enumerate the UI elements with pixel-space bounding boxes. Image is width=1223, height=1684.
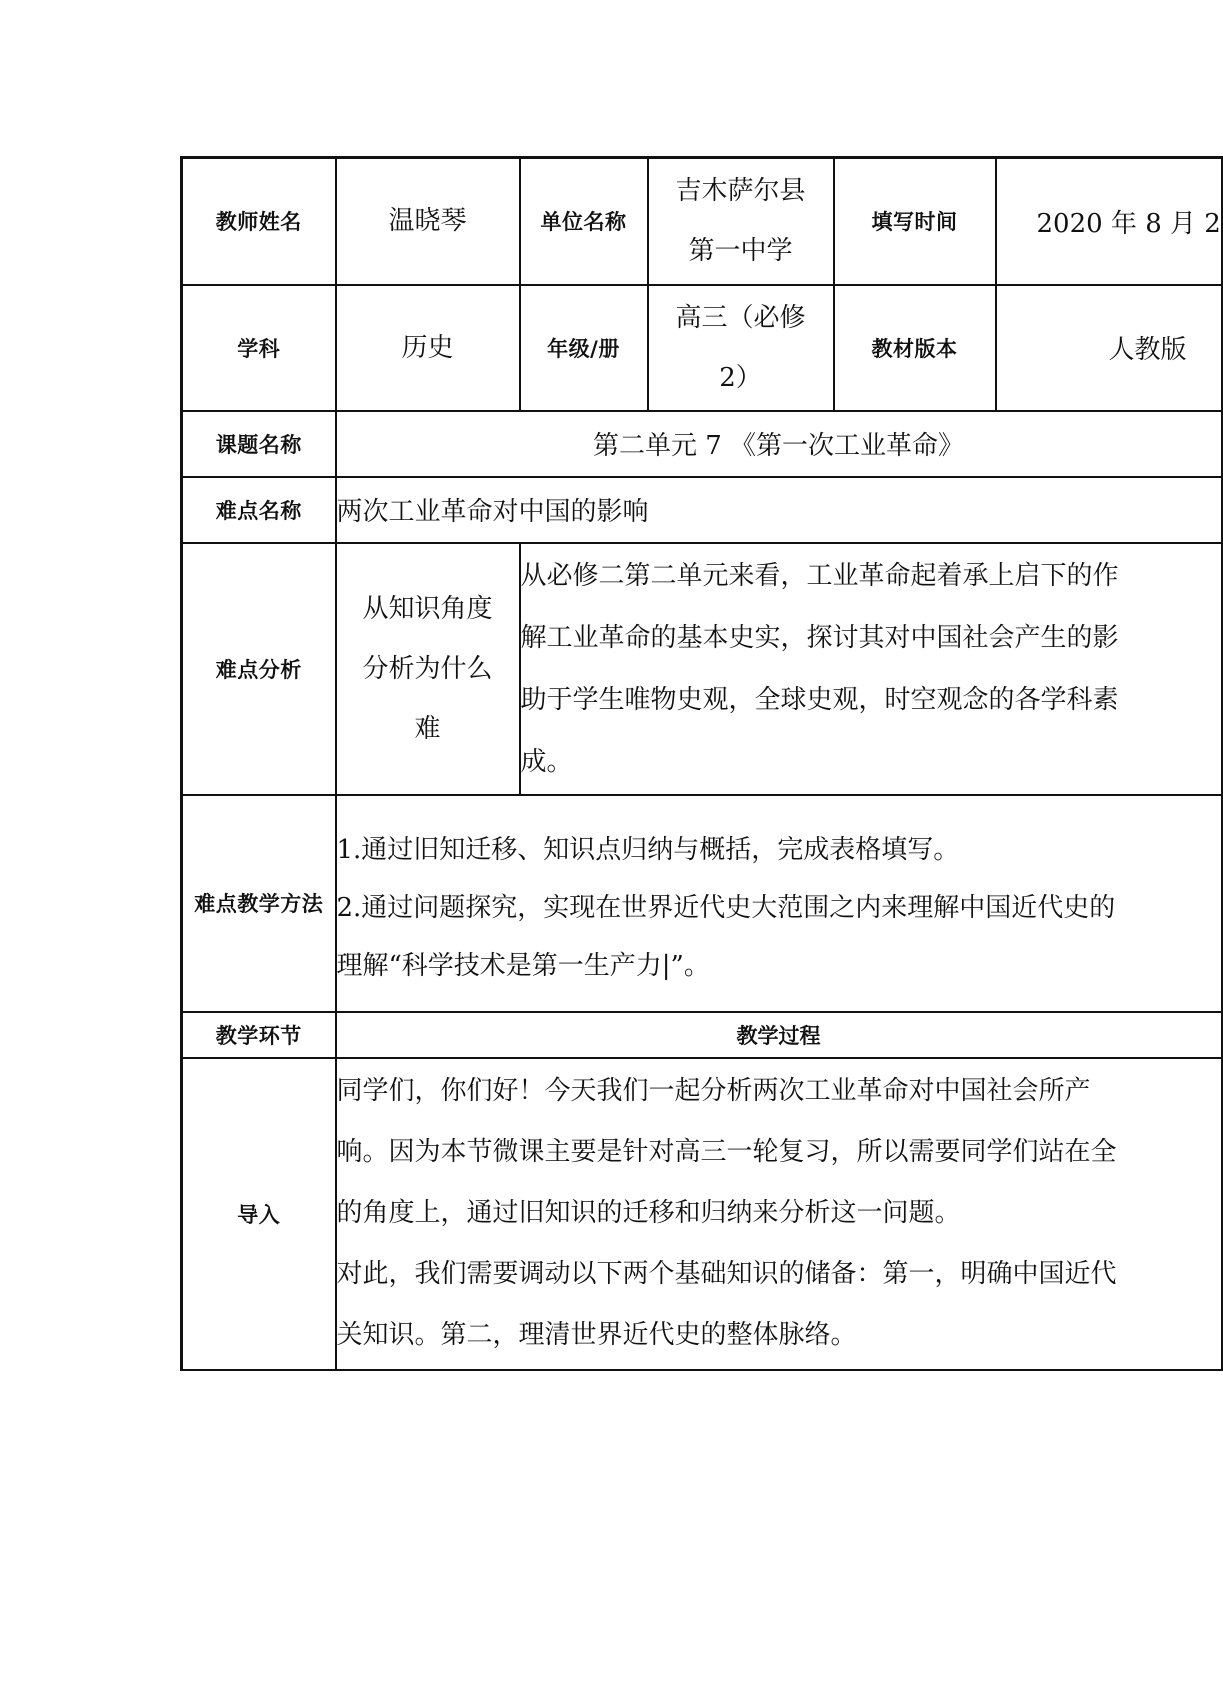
analysis-content-line: 助于学生唯物史观，全球史观，时空观念的各学科素 (520, 684, 1119, 715)
subject-label: 学科 (182, 285, 336, 411)
grade-value-line2: 2） (719, 362, 762, 393)
unit-name-label: 单位名称 (520, 158, 648, 285)
method-content-line: 1.通过旧知迁移、知识点归纳与概括，完成表格填写。 (336, 835, 960, 865)
unit-name-line2: 第一中学 (688, 236, 793, 267)
method-label: 难点教学方法 (182, 795, 336, 1012)
intro-row (182, 1058, 1222, 1370)
method-content-line: 2.通过问题探究，实现在世界近代史大范围之内来理解中国近代史的 (336, 893, 1116, 923)
process-header-row (182, 1012, 1222, 1058)
analysis-sub-label-line: 分析为什么 (362, 653, 493, 684)
analysis-sub-label (336, 543, 520, 795)
intro-label: 导入 (182, 1058, 336, 1370)
method-content-line: 理解“科学技术是第一生产力|”。 (336, 951, 710, 981)
intro-content-line: 关知识。第二，理清世界近代史的整体脉络。 (336, 1320, 857, 1350)
analysis-sub-label-line: 难 (414, 713, 441, 744)
topic-label: 课题名称 (182, 411, 336, 477)
teacher-name-label: 教师姓名 (182, 158, 336, 285)
grade-label: 年级/册 (520, 285, 648, 411)
subject-value: 历史 (336, 285, 520, 411)
fill-time-value: 2020 年 8 月 2 (996, 158, 1222, 285)
analysis-label: 难点分析 (182, 543, 336, 795)
grade-value (648, 285, 834, 411)
topic-value: 第二单元 7 《第一次工业革命》 (336, 411, 1222, 477)
method-row (182, 795, 1222, 1012)
textbook-value: 人教版 (996, 285, 1222, 411)
teaching-stage-label: 教学环节 (182, 1012, 336, 1058)
intro-content-line: 同学们，你们好！今天我们一起分析两次工业革命对中国社会所产 (336, 1076, 1091, 1106)
lesson-plan-table (180, 156, 1223, 1371)
analysis-content-line: 解工业革命的基本史实，探讨其对中国社会产生的影 (520, 622, 1119, 653)
difficulty-value: 两次工业革命对中国的影响 (336, 477, 1222, 543)
analysis-row (182, 543, 1222, 795)
unit-name-value (648, 158, 834, 285)
intro-content-line: 响。因为本节微课主要是针对高三一轮复习，所以需要同学们站在全 (336, 1137, 1117, 1167)
grade-value-line1: 高三（必修 (675, 302, 806, 333)
intro-content-line: 的角度上，通过旧知识的迁移和归纳来分析这一问题。 (336, 1198, 961, 1228)
teaching-process-label: 教学过程 (336, 1012, 1222, 1058)
difficulty-row (182, 477, 1222, 543)
analysis-content-line: 从必修二第二单元来看，工业革命起着承上启下的作 (520, 560, 1119, 591)
fill-time-label: 填写时间 (834, 158, 996, 285)
topic-row (182, 411, 1222, 477)
analysis-content (520, 543, 1222, 795)
header-row (182, 158, 1222, 285)
analysis-content-line: 成。 (520, 746, 573, 777)
teacher-name-value: 温晓琴 (336, 158, 520, 285)
textbook-label: 教材版本 (834, 285, 996, 411)
method-content (336, 795, 1222, 1012)
difficulty-label: 难点名称 (182, 477, 336, 543)
unit-name-line1: 吉木萨尔县 (675, 176, 806, 207)
intro-content-line: 对此，我们需要调动以下两个基础知识的储备：第一，明确中国近代 (336, 1259, 1117, 1289)
intro-content (336, 1058, 1222, 1370)
analysis-sub-label-line: 从知识角度 (362, 593, 493, 624)
subject-row (182, 285, 1222, 411)
